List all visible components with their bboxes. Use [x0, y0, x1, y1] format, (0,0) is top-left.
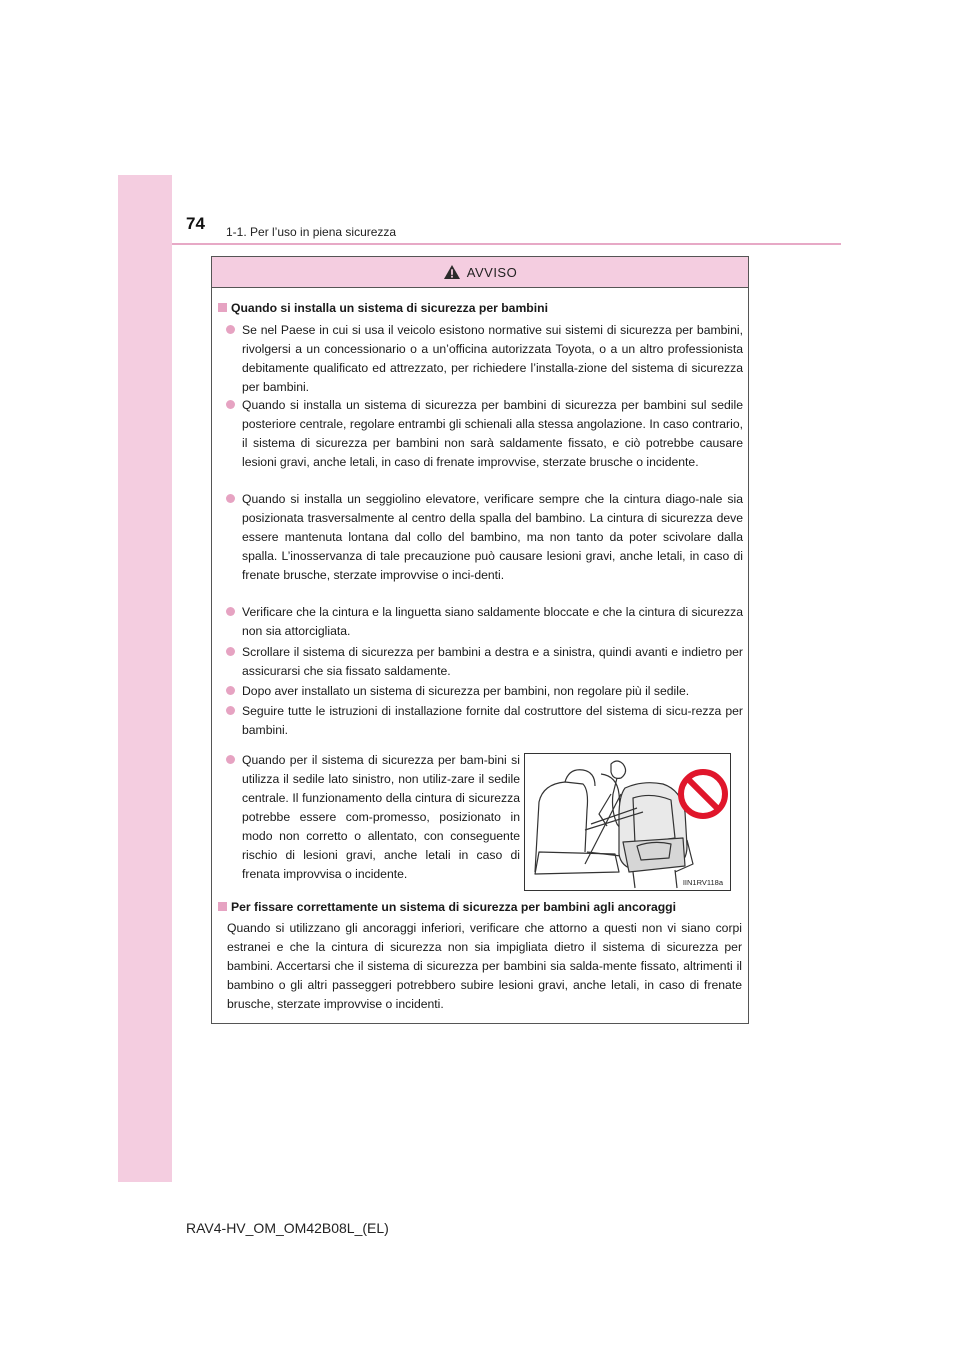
warning-triangle-icon [443, 264, 461, 280]
list-item-text: Quando per il sistema di sicurezza per bam-bini si utilizza il sedile lato sinistro, non utiliz-zare il sedile centrale. Il funzionamento della cintura di sicurezza potrebbe essere com-promesso, posizionato in modo non corretto o allentato, con conseguente rischio di lesioni gravi, anche letali in caso di frenata improvvisa o incidente. [242, 753, 520, 881]
side-tab-bar [118, 175, 172, 1182]
list-item-text: Dopo aver installato un sistema di sicurezza per bambini, non regolare più il sedile. [242, 684, 690, 698]
page-number: 74 [186, 214, 205, 233]
child-seat-illustration [525, 754, 730, 890]
warning-box [211, 256, 749, 1024]
section-heading-text: Quando si installa un sistema di sicurezza per bambini [231, 301, 548, 315]
section-heading-anchors [218, 899, 676, 915]
list-item-text: Quando si installa un seggiolino elevatore, verificare sempre che la cintura diago-nale sia posizionata trasversalmente al centro della spalla del bambino. La cintura di sicurezza deve essere mantenuta lontana dal collo del bambino, ma non tanto da poter scivolare dalla spalla. L’inosservanza di tale precauzione può causare lesioni gravi, anche letali, in caso di frenate brusche, sterzate improvvise o inci-denti. [242, 492, 743, 582]
section-title: 1-1. Per l’uso in piena sicurezza [226, 225, 397, 239]
list-item-text: Scrollare il sistema di sicurezza per bambini a destra e a sinistra, quindi avanti e indietro per assicurarsi che sia fissato saldamente. [242, 645, 743, 678]
list-item-text: Quando si installa un sistema di sicurezza per bambini di sicurezza per bambini sul sedile posteriore centrale, regolare entrambi gli schienali alla stessa angolazione. In caso contrario, il sistema di sicurezza per bambini non sarà saldamente fissato, e ciò potrebbe causare lesioni gravi, anche letali, in caso di frenate improvvise, sterzate brusche o incidente. [242, 398, 743, 469]
list-item-text: Se nel Paese in cui si usa il veicolo esistono normative sui sistemi di sicurezza per bambini, rivolgersi a un concessionario o a un’officina autorizzata Toyota, o a un altro professionista debitamente qualificato ed attrezzato, per richiedere l’installa-zione del sistema di sicurezza per bambini. [242, 323, 743, 394]
bullet-dot-icon [226, 755, 235, 764]
section-heading-text: Per fissare correttamente un sistema di sicurezza per bambini agli ancoraggi [231, 900, 676, 914]
square-bullet-icon [218, 902, 227, 911]
bullet-dot-icon [226, 494, 235, 503]
bullet-dot-icon [226, 706, 235, 715]
list-item [226, 396, 743, 472]
bullet-dot-icon [226, 647, 235, 656]
bullet-dot-icon [226, 607, 235, 616]
bullet-dot-icon [226, 325, 235, 334]
section-heading-installation [218, 300, 548, 316]
list-item-text: Seguire tutte le istruzioni di installazione fornite dal costruttore del sistema di sicu-rezza per bambini. [242, 704, 743, 737]
anchors-paragraph: Quando si utilizzano gli ancoraggi inferiori, verificare che attorno a questi non vi siano corpi estranei e che la cintura di sicurezza non sia impigliata dietro il sistema di sicurezza per bambini. Accertarsi che il sistema di sicurezza per bambini sia salda-mente fissato, altrimenti il bambino o gli altri passeggeri potrebbero subire lesioni gravi, anche letali, in caso di frenate brusche, sterzate improvvise o incidenti. [227, 921, 742, 1011]
list-item [226, 321, 743, 397]
list-item [226, 490, 743, 585]
warning-label: AVVISO [466, 264, 518, 280]
warning-header [212, 257, 748, 288]
square-bullet-icon [218, 303, 227, 312]
list-item [226, 751, 520, 884]
list-item [226, 702, 743, 740]
header-divider [172, 243, 841, 245]
list-item [226, 643, 743, 681]
list-item [226, 603, 743, 641]
bullet-dot-icon [226, 686, 235, 695]
list-item [226, 682, 743, 701]
footer-doc-code: RAV4-HV_OM_OM42B08L_(EL) [186, 1220, 389, 1236]
bullet-dot-icon [226, 400, 235, 409]
child-seat-figure [524, 753, 731, 891]
figure-code-label: IIN1RV118a [682, 878, 723, 887]
list-item-text: Verificare che la cintura e la linguetta siano saldamente bloccate e che la cintura di sicurezza non sia attorcigliata. [242, 605, 743, 638]
